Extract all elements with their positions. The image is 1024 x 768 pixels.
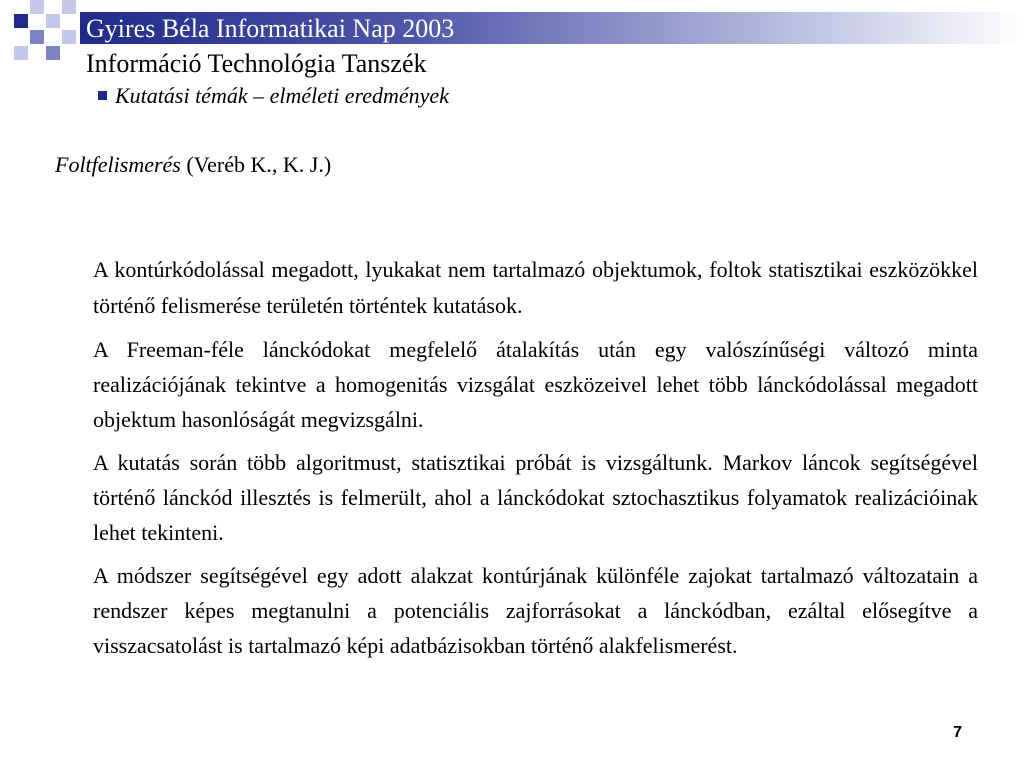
breadcrumb — [98, 82, 449, 110]
paragraph: A kontúrkódolással megadott, lyukakat nem tartalmazó objektumok, foltok statisztikai eszközökkel történő felismerése területén történtek kutatások. — [93, 257, 978, 318]
square-mid — [30, 30, 44, 44]
square-light — [14, 46, 28, 60]
section-name: Foltfelismerés — [55, 152, 181, 177]
square-light — [62, 0, 76, 14]
square-dark — [14, 14, 28, 28]
paragraph: A módszer segítségével egy adott alakzat kontúrjának különféle zajokat tartalmazó változatain a rendszer képes megtanulni a potenciális zajforrásokat a lánckódban, ezáltal elősegítve a visszacsatolást is tartalmazó képi adatbázisokban történő alakfelismerést. — [93, 563, 978, 658]
square-light — [46, 14, 60, 28]
breadcrumb-text: Kutatási témák – elméleti eredmények — [115, 83, 449, 108]
square-bullet-icon — [98, 91, 107, 100]
page-number: 7 — [953, 724, 962, 741]
header-title: Gyires Béla Informatikai Nap 2003 — [86, 14, 455, 43]
square-light — [30, 0, 44, 14]
paragraph: A Freeman-féle lánckódokat megfelelő átalakítás után egy valószínűségi változó minta realizációjának tekintve a homogenitás vizsgálat eszközeivel lehet több lánckódolással megadott objektum hasonlóságát megvizsgálni. — [93, 337, 978, 432]
square-mid — [46, 46, 60, 60]
body-text — [93, 252, 978, 671]
square-light — [62, 30, 76, 44]
header-subtitle: Információ Technológia Tanszék — [86, 49, 427, 78]
section-authors: (Veréb K., K. J.) — [186, 152, 332, 177]
decorative-squares-logo — [0, 0, 80, 70]
section-heading — [55, 150, 331, 180]
paragraph: A kutatás során több algoritmust, statisztikai próbát is vizsgáltunk. Markov láncok segítségével történő lánckód illesztés is felmerült, ahol a lánckódokat sztochasztikus folyamatok realizációinak lehet tekinteni. — [93, 450, 978, 545]
